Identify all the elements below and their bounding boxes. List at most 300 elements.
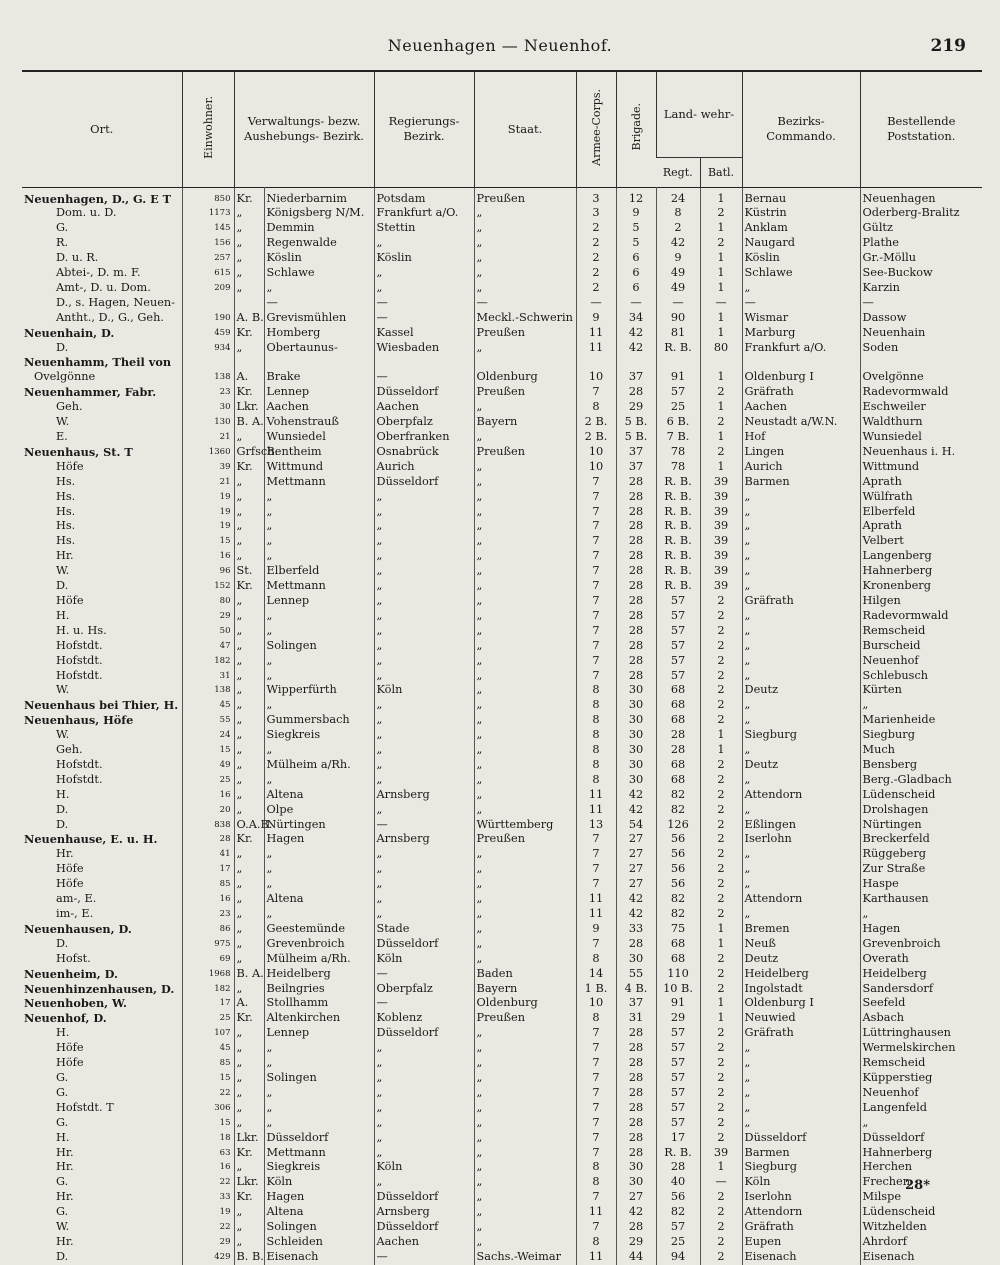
cell-bezirks: Neuß — [742, 937, 860, 952]
cell-brigade: 28 — [616, 549, 656, 564]
cell-ort: Hr. — [56, 847, 74, 861]
cell-ort: Abtei-, D. m. F. — [56, 266, 141, 280]
cell-einwohner: 19 — [182, 505, 234, 520]
table-row — [22, 415, 982, 430]
cell-regierung: „ — [374, 549, 474, 564]
cell-ort: Höfe — [56, 459, 84, 473]
cell-staat: „ — [474, 400, 576, 415]
cell-verwaltung — [264, 355, 374, 370]
cell-bezirks: „ — [742, 624, 860, 639]
cell-armee: 2 — [576, 236, 616, 251]
cell-bezirks: Iserlohn — [742, 832, 860, 847]
cell-verwaltung: Köslin — [264, 251, 374, 266]
table-row — [22, 937, 982, 952]
cell-staat — [474, 355, 576, 370]
cell-brigade: 44 — [616, 1250, 656, 1265]
cell-batl: 2 — [700, 445, 742, 460]
cell-ort: H. — [56, 1026, 70, 1040]
cell-einwohner: 15 — [182, 743, 234, 758]
cell-regierung: Düsseldorf — [374, 1190, 474, 1205]
cell-regierung: — — [374, 370, 474, 385]
cell-bezirks: Iserlohn — [742, 1190, 860, 1205]
cell-einwohner: 45 — [182, 698, 234, 713]
cell-verwaltung: „ — [264, 654, 374, 669]
cell-batl: 39 — [700, 505, 742, 520]
cell-regierung: „ — [374, 1086, 474, 1101]
cell-post: Elberfeld — [860, 505, 982, 520]
cell-bezirks: Attendorn — [742, 892, 860, 907]
cell-bezirks: „ — [742, 1071, 860, 1086]
cell-einwohner: 47 — [182, 639, 234, 654]
table-header — [22, 71, 982, 187]
cell-brigade: 4 B. — [616, 982, 656, 997]
cell-verwaltung: Königsberg N/M. — [264, 206, 374, 221]
cell-post: Neuenhagen — [860, 187, 982, 206]
cell-regierung: „ — [374, 803, 474, 818]
cell-bezirks: „ — [742, 534, 860, 549]
cell-verwaltung: „ — [264, 624, 374, 639]
cell-regt: 57 — [656, 669, 700, 684]
cell-regt: R. B. — [656, 505, 700, 520]
cell-staat: Baden — [474, 967, 576, 982]
cell-einwohner: 41 — [182, 847, 234, 862]
cell-armee: 8 — [576, 952, 616, 967]
col-landwehr: Land- wehr- — [656, 71, 742, 157]
cell-armee: 7 — [576, 1071, 616, 1086]
cell-verwaltung: Hagen — [264, 1190, 374, 1205]
cell-brigade: 28 — [616, 1220, 656, 1235]
cell-verwaltung: Demmin — [264, 221, 374, 236]
cell-brigade: 34 — [616, 311, 656, 326]
cell-batl: 2 — [700, 639, 742, 654]
cell-einwohner: 16 — [182, 1160, 234, 1175]
cell-regt: 91 — [656, 996, 700, 1011]
cell-kr: „ — [234, 922, 264, 937]
cell-einwohner — [182, 296, 234, 311]
cell-batl: 2 — [700, 1205, 742, 1220]
table-row — [22, 505, 982, 520]
cell-post: Siegburg — [860, 728, 982, 743]
cell-staat: „ — [474, 952, 576, 967]
cell-regt: R. B. — [656, 564, 700, 579]
cell-armee: 8 — [576, 1235, 616, 1250]
table-row — [22, 922, 982, 937]
cell-verwaltung: Altena — [264, 1205, 374, 1220]
cell-staat: „ — [474, 579, 576, 594]
cell-staat: „ — [474, 1086, 576, 1101]
cell-ort: Hofstdt. — [56, 757, 103, 771]
cell-bezirks: „ — [742, 654, 860, 669]
cell-staat: „ — [474, 564, 576, 579]
cell-batl: 2 — [700, 773, 742, 788]
cell-brigade: 5 B. — [616, 430, 656, 445]
cell-regt: 56 — [656, 1190, 700, 1205]
cell-regierung: „ — [374, 639, 474, 654]
cell-armee: 13 — [576, 818, 616, 833]
cell-armee: 10 — [576, 370, 616, 385]
cell-regierung: „ — [374, 266, 474, 281]
table-row — [22, 1190, 982, 1205]
cell-brigade: 54 — [616, 818, 656, 833]
cell-batl: 2 — [700, 1041, 742, 1056]
table-row — [22, 1086, 982, 1101]
cell-staat: Preußen — [474, 1011, 576, 1026]
cell-bezirks: Bernau — [742, 187, 860, 206]
cell-staat: „ — [474, 639, 576, 654]
cell-kr: „ — [234, 251, 264, 266]
cell-bezirks: Eupen — [742, 1235, 860, 1250]
cell-post: Lüttringhausen — [860, 1026, 982, 1041]
cell-batl: 1 — [700, 266, 742, 281]
cell-bezirks: „ — [742, 505, 860, 520]
cell-verwaltung: Siegkreis — [264, 1160, 374, 1175]
cell-staat: „ — [474, 251, 576, 266]
cell-brigade: 9 — [616, 206, 656, 221]
cell-regierung: Köln — [374, 1160, 474, 1175]
cell-verwaltung: Mettmann — [264, 1146, 374, 1161]
table-row — [22, 187, 982, 206]
cell-einwohner: 190 — [182, 311, 234, 326]
cell-einwohner: 138 — [182, 370, 234, 385]
cell-kr: „ — [234, 281, 264, 296]
cell-verwaltung: Gummersbach — [264, 713, 374, 728]
cell-ort: W. — [56, 683, 70, 697]
cell-kr: A. — [234, 370, 264, 385]
cell-regierung: Wiesbaden — [374, 341, 474, 356]
cell-armee: 2 — [576, 266, 616, 281]
cell-regierung: Aachen — [374, 1235, 474, 1250]
cell-batl: 2 — [700, 1056, 742, 1071]
cell-staat: „ — [474, 594, 576, 609]
table-row — [22, 654, 982, 669]
cell-staat: Bayern — [474, 415, 576, 430]
cell-staat: „ — [474, 937, 576, 952]
cell-staat: Meckl.-Schwerin — [474, 311, 576, 326]
cell-staat: „ — [474, 460, 576, 475]
col-brigade: Brigade. — [616, 71, 656, 187]
cell-kr: „ — [234, 907, 264, 922]
cell-batl: 2 — [700, 385, 742, 400]
cell-bezirks: „ — [742, 519, 860, 534]
col-batl: Batl. — [700, 157, 742, 187]
cell-einwohner: 838 — [182, 818, 234, 833]
cell-verwaltung: „ — [264, 743, 374, 758]
cell-post: Eschweiler — [860, 400, 982, 415]
cell-einwohner: 96 — [182, 564, 234, 579]
cell-regierung: „ — [374, 698, 474, 713]
cell-batl: 2 — [700, 609, 742, 624]
cell-verwaltung: Wittmund — [264, 460, 374, 475]
cell-armee: 7 — [576, 549, 616, 564]
cell-bezirks: „ — [742, 773, 860, 788]
cell-regierung: „ — [374, 1056, 474, 1071]
cell-armee: 7 — [576, 1131, 616, 1146]
cell-post: Schlebusch — [860, 669, 982, 684]
cell-regt: 68 — [656, 952, 700, 967]
cell-ort: Hr. — [56, 1234, 74, 1248]
cell-bezirks: Wismar — [742, 311, 860, 326]
cell-kr: „ — [234, 341, 264, 356]
cell-einwohner: 29 — [182, 609, 234, 624]
cell-brigade: 28 — [616, 534, 656, 549]
table-row — [22, 1131, 982, 1146]
cell-ort: Neuenhagen, D., G. E T — [24, 191, 172, 206]
cell-ort: H. — [56, 1130, 70, 1144]
cell-ort: H. — [56, 787, 70, 801]
cell-kr: „ — [234, 534, 264, 549]
cell-staat: „ — [474, 1146, 576, 1161]
cell-staat: „ — [474, 1041, 576, 1056]
cell-regt: 42 — [656, 236, 700, 251]
cell-regierung: Köln — [374, 683, 474, 698]
cell-regt: R. B. — [656, 341, 700, 356]
cell-kr: „ — [234, 654, 264, 669]
cell-ort: Hofstdt. — [56, 653, 103, 667]
cell-ort: Höfe — [56, 1056, 84, 1070]
cell-post: Aprath — [860, 519, 982, 534]
cell-verwaltung: Mülheim a/Rh. — [264, 758, 374, 773]
cell-staat: „ — [474, 1071, 576, 1086]
cell-post: Kronenberg — [860, 579, 982, 594]
cell-verwaltung: Grevismühlen — [264, 311, 374, 326]
cell-kr: Kr. — [234, 326, 264, 341]
cell-bezirks: „ — [742, 490, 860, 505]
cell-einwohner: 23 — [182, 385, 234, 400]
cell-einwohner: 429 — [182, 1250, 234, 1265]
cell-armee: 7 — [576, 490, 616, 505]
cell-regt: — — [656, 296, 700, 311]
cell-regt: 90 — [656, 311, 700, 326]
cell-armee: 2 — [576, 281, 616, 296]
cell-verwaltung: „ — [264, 1101, 374, 1116]
cell-post: Düsseldorf — [860, 1131, 982, 1146]
cell-einwohner: 16 — [182, 892, 234, 907]
cell-regierung: — — [374, 296, 474, 311]
cell-einwohner: 29 — [182, 1235, 234, 1250]
cell-kr: A. B. — [234, 311, 264, 326]
cell-ort: E. — [56, 430, 68, 443]
cell-einwohner: 107 — [182, 1026, 234, 1041]
cell-einwohner: 306 — [182, 1101, 234, 1116]
cell-ort: Ovelgönne — [34, 370, 96, 384]
cell-verwaltung: „ — [264, 534, 374, 549]
cell-bezirks: „ — [742, 847, 860, 862]
cell-kr: „ — [234, 952, 264, 967]
cell-armee: 7 — [576, 1146, 616, 1161]
cell-regt: 7 B. — [656, 430, 700, 445]
cell-staat: „ — [474, 281, 576, 296]
cell-staat: Preußen — [474, 326, 576, 341]
table-row — [22, 967, 982, 982]
cell-post: Frechen — [860, 1175, 982, 1190]
cell-post: Wunsiedel — [860, 430, 982, 445]
cell-regt: 28 — [656, 743, 700, 758]
table-row — [22, 355, 982, 370]
cell-ort: Antht., D., G., Geh. — [56, 310, 164, 324]
cell-brigade: 5 — [616, 221, 656, 236]
cell-ort: Neuenhamm, Theil von — [24, 355, 172, 370]
cell-verwaltung: „ — [264, 519, 374, 534]
cell-batl: 2 — [700, 788, 742, 803]
cell-regt: 57 — [656, 1026, 700, 1041]
cell-einwohner: 85 — [182, 877, 234, 892]
cell-einwohner: 69 — [182, 952, 234, 967]
cell-ort: Hs. — [56, 504, 76, 518]
table-row — [22, 579, 982, 594]
cell-ort: Hs. — [56, 474, 76, 488]
table-row — [22, 400, 982, 415]
cell-regt: 82 — [656, 803, 700, 818]
cell-verwaltung: Mettmann — [264, 579, 374, 594]
cell-bezirks: „ — [742, 639, 860, 654]
cell-post: Seefeld — [860, 996, 982, 1011]
cell-bezirks: Anklam — [742, 221, 860, 236]
cell-batl: 1 — [700, 996, 742, 1011]
cell-einwohner: 28 — [182, 832, 234, 847]
cell-verwaltung: Nürtingen — [264, 818, 374, 833]
cell-staat: „ — [474, 847, 576, 862]
cell-post: Berg.-Gladbach — [860, 773, 982, 788]
cell-batl: 2 — [700, 907, 742, 922]
cell-staat: Bayern — [474, 982, 576, 997]
cell-kr: „ — [234, 1116, 264, 1131]
cell-brigade: 28 — [616, 594, 656, 609]
cell-brigade: 42 — [616, 892, 656, 907]
cell-batl: 2 — [700, 758, 742, 773]
cell-brigade: 28 — [616, 1041, 656, 1056]
cell-staat: „ — [474, 1175, 576, 1190]
cell-armee: 7 — [576, 579, 616, 594]
cell-kr: Lkr. — [234, 400, 264, 415]
cell-batl: 1 — [700, 1011, 742, 1026]
table-row — [22, 1101, 982, 1116]
cell-regierung: „ — [374, 1131, 474, 1146]
cell-post: Karzin — [860, 281, 982, 296]
cell-verwaltung: Eisenach — [264, 1250, 374, 1265]
cell-brigade: 29 — [616, 400, 656, 415]
cell-bezirks: Ingolstadt — [742, 982, 860, 997]
cell-staat: „ — [474, 713, 576, 728]
cell-bezirks: Siegburg — [742, 1160, 860, 1175]
cell-batl: 39 — [700, 519, 742, 534]
cell-brigade: 5 B. — [616, 415, 656, 430]
cell-batl: 1 — [700, 281, 742, 296]
cell-batl: 2 — [700, 713, 742, 728]
cell-brigade: 37 — [616, 460, 656, 475]
cell-einwohner: 850 — [182, 187, 234, 206]
table-row — [22, 519, 982, 534]
cell-ort: Neuenhoben, W. — [24, 996, 127, 1011]
cell-verwaltung: Altena — [264, 892, 374, 907]
cell-kr: „ — [234, 862, 264, 877]
cell-post: Kürten — [860, 683, 982, 698]
cell-kr — [234, 355, 264, 370]
cell-regt: R. B. — [656, 579, 700, 594]
cell-staat: „ — [474, 1190, 576, 1205]
cell-kr: „ — [234, 758, 264, 773]
cell-armee: 11 — [576, 907, 616, 922]
cell-regt: 56 — [656, 862, 700, 877]
cell-bezirks: „ — [742, 579, 860, 594]
cell-kr: „ — [234, 1160, 264, 1175]
cell-batl: 1 — [700, 251, 742, 266]
cell-post: Marienheide — [860, 713, 982, 728]
cell-armee: 11 — [576, 1205, 616, 1220]
cell-staat: Sachs.-Weimar — [474, 1250, 576, 1265]
cell-einwohner: 22 — [182, 1086, 234, 1101]
cell-bezirks: „ — [742, 862, 860, 877]
cell-brigade: 28 — [616, 624, 656, 639]
cell-post: Asbach — [860, 1011, 982, 1026]
cell-bezirks: Gräfrath — [742, 1026, 860, 1041]
cell-brigade: 30 — [616, 683, 656, 698]
cell-regt: 57 — [656, 1086, 700, 1101]
cell-brigade: 28 — [616, 609, 656, 624]
cell-ort: Neuenheim, D. — [24, 966, 118, 981]
cell-ort: im-, E. — [56, 907, 94, 920]
cell-batl: 39 — [700, 490, 742, 505]
cell-einwohner: 63 — [182, 1146, 234, 1161]
cell-verwaltung: Köln — [264, 1175, 374, 1190]
cell-regierung: „ — [374, 609, 474, 624]
cell-regt: 28 — [656, 1160, 700, 1175]
cell-brigade: 30 — [616, 728, 656, 743]
cell-ort: Höfe — [56, 593, 84, 607]
cell-batl: 39 — [700, 549, 742, 564]
cell-einwohner: 25 — [182, 1011, 234, 1026]
table-row — [22, 266, 982, 281]
cell-staat: „ — [474, 1160, 576, 1175]
table-row — [22, 698, 982, 713]
cell-verwaltung: Grevenbroich — [264, 937, 374, 952]
cell-kr: „ — [234, 505, 264, 520]
cell-post: Soden — [860, 341, 982, 356]
cell-verwaltung: Lennep — [264, 385, 374, 400]
cell-regt: R. B. — [656, 519, 700, 534]
cell-kr: „ — [234, 1205, 264, 1220]
cell-ort: G. — [56, 1115, 69, 1129]
cell-ort: G. — [56, 1085, 69, 1099]
cell-einwohner: 17 — [182, 862, 234, 877]
cell-regierung: Arnsberg — [374, 788, 474, 803]
cell-ort: Dom. u. D. — [56, 206, 117, 220]
cell-ort: Neuenhinzenhausen, D. — [24, 981, 175, 996]
cell-einwohner: 21 — [182, 430, 234, 445]
cell-regt: 56 — [656, 832, 700, 847]
table-body — [22, 187, 982, 1265]
cell-staat: „ — [474, 877, 576, 892]
cell-einwohner: 459 — [182, 326, 234, 341]
cell-bezirks: „ — [742, 1056, 860, 1071]
cell-post: Waldthurn — [860, 415, 982, 430]
cell-kr: St. — [234, 564, 264, 579]
cell-kr: „ — [234, 803, 264, 818]
cell-ort: Hs. — [56, 534, 76, 548]
cell-einwohner: 138 — [182, 683, 234, 698]
cell-kr: A. — [234, 996, 264, 1011]
cell-post: Gültz — [860, 221, 982, 236]
col-armee: Armee-Corps. — [576, 71, 616, 187]
cell-verwaltung: „ — [264, 773, 374, 788]
cell-armee — [576, 355, 616, 370]
cell-verwaltung: — — [264, 296, 374, 311]
cell-verwaltung: Mülheim a/Rh. — [264, 952, 374, 967]
cell-armee: 3 — [576, 187, 616, 206]
cell-einwohner: 975 — [182, 937, 234, 952]
cell-armee: 8 — [576, 758, 616, 773]
cell-brigade: 37 — [616, 370, 656, 385]
cell-post: Witzhelden — [860, 1220, 982, 1235]
